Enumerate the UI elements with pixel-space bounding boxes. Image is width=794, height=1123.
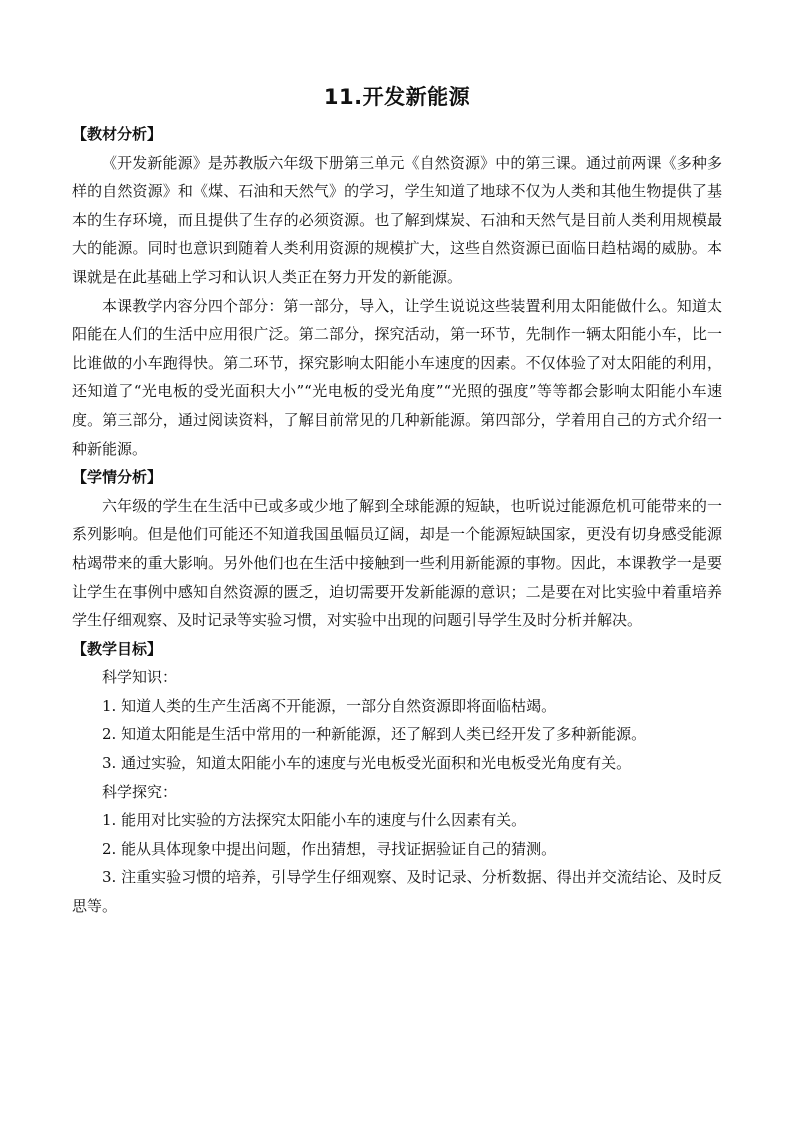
inquiry-item-3: 3. 注重实验习惯的培养，引导学生仔细观察、及时记录、分析数据、得出并交流结论、及时反思等。	[72, 868, 722, 916]
document-body	[72, 120, 722, 921]
inquiry-item-1: 1. 能用对比实验的方法探究太阳能小车的速度与什么因素有关。	[102, 811, 527, 830]
section-heading-students: 【学情分析】	[72, 468, 163, 487]
knowledge-label: 科学知识：	[102, 668, 178, 687]
knowledge-item-3: 3. 通过实验，知道太阳能小车的速度与光电板受光面积和光电板受光角度有关。	[102, 754, 632, 773]
materials-paragraph-2: 本课教学内容分四个部分：第一部分，导入，让学生说说这些装置利用太阳能做什么。知道太阳能在人们的生活中应用很广泛。第二部分，探究活动，第一环节，先制作一辆太阳能小车，比一比谁做的小车跑得快。第二环节，探究影响太阳能小车速度的因素。不仅体验了对太阳能的利用，还知道了“光电板的受光面积大小”“光电板的受光角度”“光照的强度”等等都会影响太阳能小车速度。第三部分，通过阅读资料，了解目前常见的几种新能源。第四部分，学着用自己的方式介绍一种新能源。	[72, 296, 722, 458]
knowledge-item-1: 1. 知道人类的生产生活离不开能源，一部分自然资源即将面临枯竭。	[102, 696, 557, 715]
section-heading-goals: 【教学目标】	[72, 639, 163, 658]
materials-paragraph-1: 《开发新能源》是苏教版六年级下册第三单元《自然资源》中的第三课。通过前两课《多种多样的自然资源》和《煤、石油和天然气》的学习，学生知道了地球不仅为人类和其他生物提供了基本的生存环境，而且提供了生存的必须资源。也了解到煤炭、石油和天然气是目前人类利用规模最大的能源。同时也意识到随着人类利用资源的规模扩大，这些自然资源已面临日趋枯竭的威胁。本课就是在此基础上学习和认识人类正在努力开发的新能源。	[72, 153, 722, 286]
section-heading-materials: 【教材分析】	[72, 125, 163, 143]
page-title: 11.开发新能源	[323, 85, 471, 109]
knowledge-item-2: 2. 知道太阳能是生活中常用的一种新能源，还了解到人类已经开发了多种新能源。	[102, 725, 647, 744]
students-paragraph-1: 六年级的学生在生活中已或多或少地了解到全球能源的短缺，也听说过能源危机可能带来的一系列影响。但是他们可能还不知道我国虽幅员辽阔，却是一个能源短缺国家，更没有切身感受能源枯竭带来的重大影响。另外他们也在生活中接触到一些利用新能源的事物。因此，本课教学一是要让学生在事例中感知自然资源的匮乏，迫切需要开发新能源的意识；二是要在对比实验中着重培养学生仔细观察、及时记录等实验习惯，对实验中出现的问题引导学生及时分析并解决。	[72, 496, 722, 630]
inquiry-item-2: 2. 能从具体现象中提出问题，作出猜想，寻找证据验证自己的猜测。	[102, 839, 557, 858]
inquiry-label: 科学探究：	[102, 782, 178, 801]
